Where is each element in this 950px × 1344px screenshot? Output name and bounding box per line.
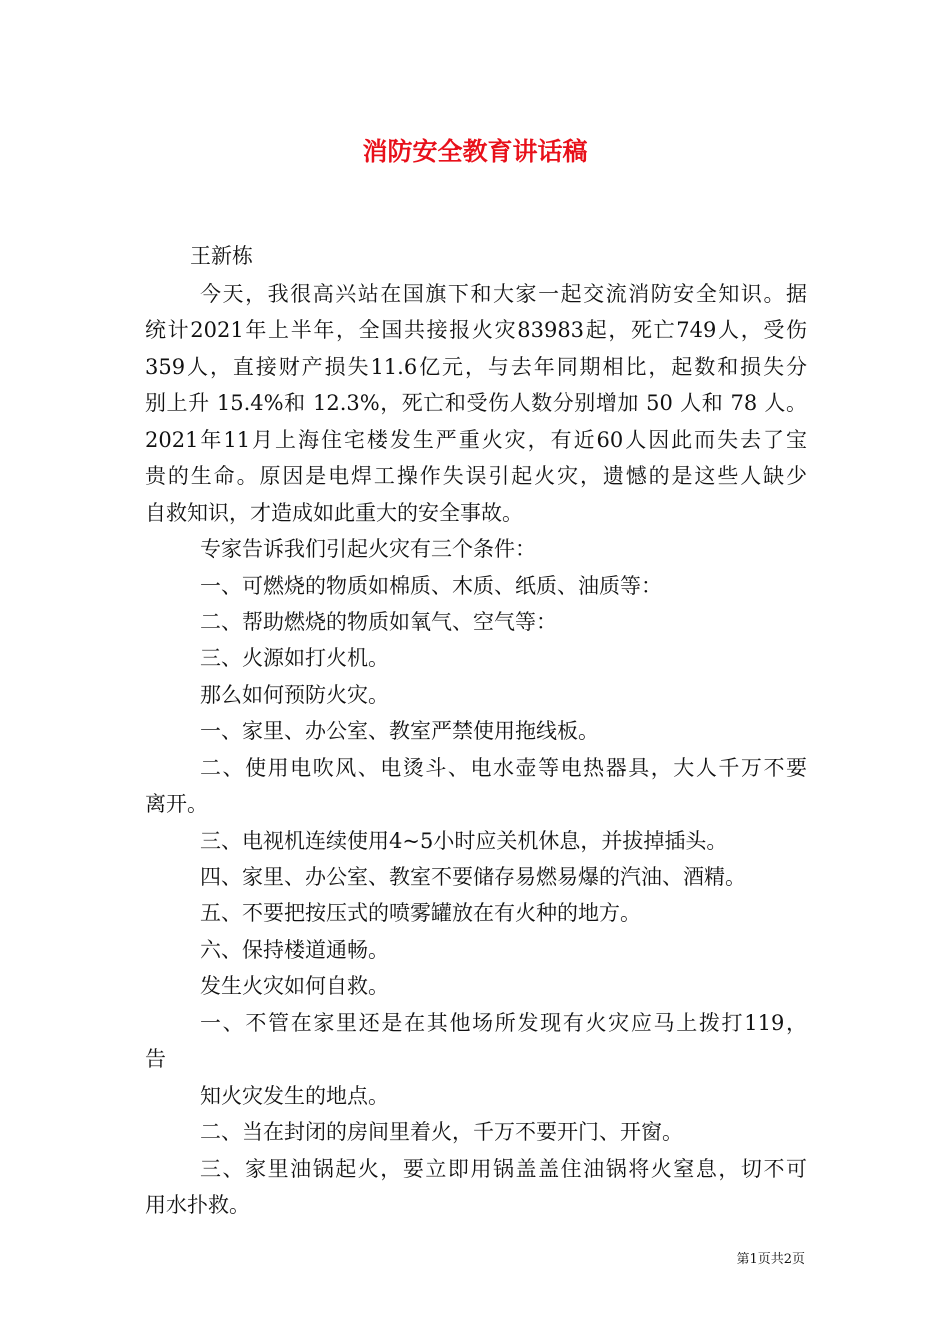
text-line: 二、帮助燃烧的物质如氧气、空气等：: [200, 609, 557, 634]
text-line: 别上升 15.4%和 12.3%，死亡和受伤人数分别增加 50 人和 78 人。: [145, 391, 807, 416]
paragraph: [145, 1151, 807, 1224]
text-line: 那么如何预防火灾。: [200, 682, 389, 707]
paragraph: [145, 531, 807, 567]
paragraph: [145, 932, 807, 968]
paragraph: [145, 968, 807, 1004]
paragraph: [145, 1005, 807, 1078]
paragraph: [145, 604, 807, 640]
document-title: 消防安全教育讲话稿: [362, 137, 588, 166]
text-line: 发生火灾如何自救。: [200, 974, 389, 999]
text-line: 知火灾发生的地点。: [200, 1083, 389, 1108]
text-line: 专家告诉我们引起火灾有三个条件：: [200, 537, 536, 562]
text-line: 用水扑救。: [145, 1192, 250, 1217]
text-line: 三、电视机连续使用4~5小时应关机休息，并拔掉插头。: [200, 828, 728, 853]
paragraph: [145, 568, 807, 604]
text-line: 六、保持楼道通畅。: [200, 937, 389, 962]
paragraph: [145, 640, 807, 676]
text-line: 贵的生命。原因是电焊工操作失误引起火灾，遗憾的是这些人缺少: [145, 464, 807, 489]
text-line: 四、家里、办公室、教室不要储存易燃易爆的汽油、酒精。: [200, 865, 746, 889]
document-body: [145, 276, 807, 1223]
paragraph: [145, 713, 807, 749]
paragraph: [145, 823, 807, 859]
text-line: 三、家里油锅起火，要立即用锅盖盖住油锅将火窒息，切不可: [200, 1156, 807, 1181]
paragraph: [145, 276, 807, 531]
text-line: 一、可燃烧的物质如棉质、木质、纸质、油质等：: [200, 573, 662, 598]
text-line: 离开。: [145, 792, 208, 817]
paragraph: [145, 1114, 807, 1150]
text-line: 一、家里、办公室、教室严禁使用拖线板。: [200, 719, 599, 744]
text-line: 告: [145, 1047, 166, 1072]
text-line: 五、不要把按压式的喷雾罐放在有火种的地方。: [200, 901, 641, 926]
text-line: 359人，直接财产损失11.6亿元，与去年同期相比，起数和损失分: [145, 354, 807, 379]
text-line: 统计2021年上半年，全国共接报火灾83983起，死亡749人，受伤: [145, 318, 807, 343]
text-line: 二、当在封闭的房间里着火，千万不要开门、开窗。: [200, 1120, 683, 1145]
page-number: 第1页共2页: [736, 1252, 805, 1267]
text-line: 今天，我很高兴站在国旗下和大家一起交流消防安全知识。据: [200, 282, 807, 306]
paragraph: [145, 750, 807, 823]
paragraph: [145, 895, 807, 931]
author-name: 王新栋: [190, 244, 253, 268]
text-line: 二、使用电吹风、电烫斗、电水壶等电热器具，大人千万不要: [200, 755, 807, 780]
text-line: 三、火源如打火机。: [200, 646, 389, 671]
text-line: 自救知识，才造成如此重大的安全事故。: [145, 500, 523, 525]
text-line: 一、不管在家里还是在其他场所发现有火灾应马上拨打119，: [200, 1010, 807, 1035]
text-line: 2021年11月上海住宅楼发生严重火灾，有近60人因此而失去了宝: [145, 427, 807, 452]
paragraph: [145, 677, 807, 713]
paragraph: [145, 1078, 807, 1114]
paragraph: [145, 859, 807, 895]
